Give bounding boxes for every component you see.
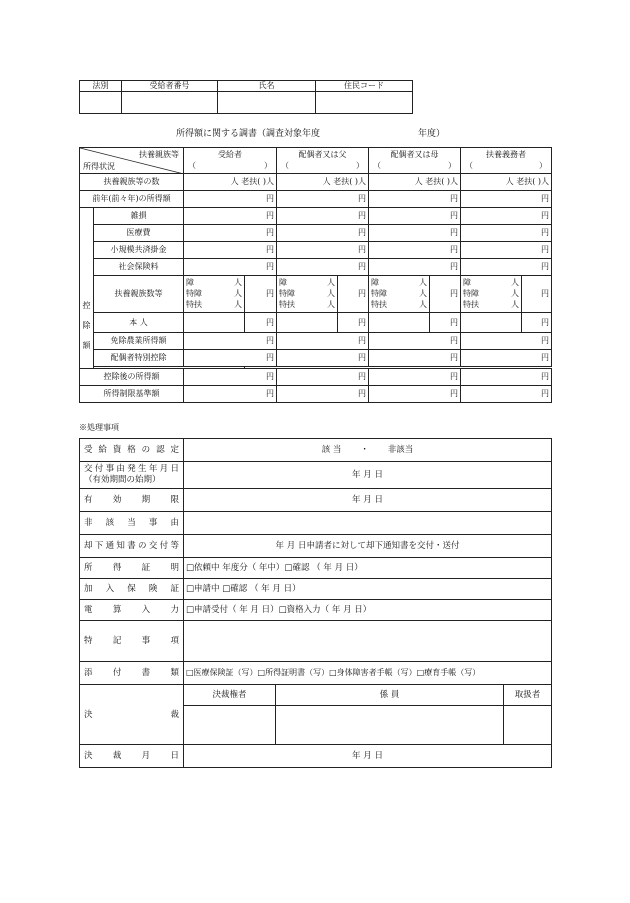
income-cert-field[interactable]: □依頼中 年度分（ 年中）□確認 （ 年 月 日）: [184, 558, 552, 579]
self-obligor-yen[interactable]: 円: [522, 313, 552, 333]
dependents-obligor[interactable]: 人 老扶( )人: [461, 174, 552, 191]
insurance-field[interactable]: □申請中 □確認 （ 年 月 日）: [184, 579, 552, 600]
dep-label: 特障: [371, 289, 387, 298]
decision-date-label: [80, 745, 184, 768]
dep-yen-obligor[interactable]: 円: [522, 276, 552, 313]
dependents-recipient[interactable]: 人 老扶( )人: [184, 174, 277, 191]
recipient-number-field[interactable]: [122, 92, 218, 114]
prev-year-obligor[interactable]: 円: [461, 191, 552, 208]
handler-stamp[interactable]: [504, 706, 552, 745]
self-recipient-yen[interactable]: 円: [245, 313, 277, 333]
recipient-id-table: [79, 80, 413, 114]
computer-input-label: [80, 600, 184, 621]
header-recipient-number: 受給者番号: [122, 81, 218, 92]
attachments-label-text: 添付書類: [84, 668, 179, 678]
small-mutual-father[interactable]: 円: [277, 242, 369, 259]
dep-count-recipient[interactable]: [184, 276, 245, 313]
dep-label: 特障: [186, 289, 202, 298]
dep-label: 特扶: [279, 300, 295, 309]
dep-unit: 人: [234, 300, 242, 309]
social-insurance-mother[interactable]: 円: [369, 259, 461, 276]
computer-input-field[interactable]: □申請受付（ 年 月 日）□資格入力（ 年 月 日）: [184, 600, 552, 621]
decision-label-text: 決裁: [84, 709, 179, 720]
self-mother-a[interactable]: [369, 313, 430, 333]
dep-unit: 人: [511, 300, 519, 309]
paren-open: （: [188, 161, 196, 170]
eligibility-label: [80, 439, 184, 462]
law-type-field[interactable]: [80, 92, 122, 114]
dep-unit: 人: [419, 300, 427, 309]
row-label-income-limit: 所得制限基準額: [80, 386, 184, 403]
dependents-father[interactable]: 人 老扶( )人: [277, 174, 369, 191]
eligibility-yes[interactable]: 該 当: [321, 445, 342, 455]
col-support-obligor-name: 扶養義務者: [486, 150, 526, 159]
dep-unit: 人: [327, 289, 335, 298]
rejection-label: [80, 535, 184, 558]
non-applicable-label-text: 非該当事由: [84, 518, 179, 528]
processing-note: ※処理事項: [79, 423, 119, 432]
dep-unit: 人: [327, 300, 335, 309]
header-name: 氏名: [218, 81, 316, 92]
dep-unit: 人: [511, 289, 519, 298]
paren-open: （: [373, 161, 381, 170]
issue-date-field[interactable]: 年 月 日: [184, 462, 552, 489]
attachments-field[interactable]: □医療保険証（写）□所得証明書（写）□身体障害者手帳（写）□療育手帳（写）: [184, 662, 552, 685]
eligibility-label-text: 受給資格の認定: [84, 445, 179, 455]
header-resident-code: 住民コード: [316, 81, 413, 92]
paren-close: ）: [448, 161, 456, 170]
row-label-small-mutual: 小規模共済掛金: [94, 242, 184, 259]
non-applicable-label: [80, 512, 184, 535]
income-cert-label: [80, 558, 184, 579]
resident-code-field[interactable]: [316, 92, 413, 114]
income-cert-label-text: 所得証明: [84, 563, 179, 573]
spouse-recipient[interactable]: 円: [184, 350, 277, 367]
dep-count-father[interactable]: [277, 276, 338, 313]
dep-unit: 人: [419, 289, 427, 298]
decision-authority-stamp[interactable]: [184, 706, 276, 745]
insurance-label: [80, 579, 184, 600]
decision-date-label-text: 決裁月日: [84, 751, 179, 761]
col-spouse-father: [277, 148, 369, 174]
processing-table: [79, 438, 552, 768]
limit-father[interactable]: 円: [277, 386, 369, 403]
title-main: 所得額に関する調書（調査対象年度: [176, 129, 321, 139]
corner-header: [80, 148, 184, 174]
col-recipient: [184, 148, 277, 174]
social-insurance-obligor[interactable]: 円: [461, 259, 552, 276]
dep-unit: 人: [234, 278, 242, 287]
decision-authority-header: 決裁権者: [184, 685, 276, 706]
deduction-char-3: 額: [82, 341, 91, 350]
row-label-farm-exempt: 免除農業所得額: [94, 333, 184, 350]
non-applicable-field[interactable]: [184, 512, 552, 535]
col-support-obligor: [461, 148, 552, 174]
dep-unit: 人: [234, 289, 242, 298]
rejection-field[interactable]: 年 月 日申請者に対して却下通知書を交付・送付: [184, 535, 552, 558]
limit-recipient[interactable]: 円: [184, 386, 277, 403]
rejection-label-text: 却下通知書の交付等: [84, 541, 179, 551]
paren-open: （: [281, 161, 289, 170]
small-mutual-obligor[interactable]: 円: [461, 242, 552, 259]
medical-obligor[interactable]: 円: [461, 225, 552, 242]
spouse-mother[interactable]: 円: [369, 350, 461, 367]
row-label-dependents: 扶養親族等の数: [80, 174, 184, 191]
farm-mother[interactable]: 円: [369, 333, 461, 350]
decision-date-field[interactable]: 年 月 日: [184, 745, 552, 768]
dep-label: 特障: [463, 289, 479, 298]
col-recipient-name: 受給者: [218, 150, 242, 159]
casualty-father[interactable]: 円: [277, 208, 369, 225]
spouse-obligor[interactable]: 円: [461, 350, 552, 367]
header-law-type: 法別: [80, 81, 122, 92]
validity-label: [80, 489, 184, 512]
handler-header: 取扱者: [504, 685, 552, 706]
prev-year-mother[interactable]: 円: [369, 191, 461, 208]
paren-close: ）: [539, 161, 547, 170]
dep-label: 障: [463, 278, 471, 287]
col-spouse-father-name: 配偶者又は父: [298, 150, 347, 159]
special-notes-label: [80, 621, 184, 662]
row-label-prev-year: 前年(前々年)の所得額: [80, 191, 184, 208]
dep-count-obligor[interactable]: [461, 276, 522, 313]
decision-label: [80, 685, 184, 745]
after-deduction-obligor[interactable]: 円: [461, 369, 552, 386]
special-notes-label-text: 特記事項: [84, 636, 179, 646]
eligibility-no[interactable]: 非該当: [387, 445, 414, 455]
dep-unit: 人: [419, 278, 427, 287]
validity-field[interactable]: 年 月 日: [184, 489, 552, 512]
social-insurance-recipient[interactable]: 円: [184, 259, 277, 276]
income-table: [79, 147, 552, 403]
corner-bottom-label: 所得状況: [83, 162, 115, 171]
self-recipient-a[interactable]: [184, 313, 245, 333]
dep-yen-recipient[interactable]: 円: [245, 276, 277, 313]
row-label-after-deduction: 控除後の所得額: [80, 369, 184, 386]
issue-date-label-2: （有効期間の始期）: [84, 475, 161, 485]
dep-label: 特扶: [186, 300, 202, 309]
col-spouse-mother: [369, 148, 461, 174]
spouse-father[interactable]: 円: [277, 350, 369, 367]
casualty-obligor[interactable]: 円: [461, 208, 552, 225]
row-label-social-insurance: 社会保険料: [94, 259, 184, 276]
attachments-label: [80, 662, 184, 685]
small-mutual-recipient[interactable]: 円: [184, 242, 277, 259]
issue-date-label-1: 交付事由発生年月日: [84, 464, 179, 474]
medical-mother[interactable]: 円: [369, 225, 461, 242]
dep-label: 障: [371, 278, 379, 287]
dependents-mother[interactable]: 人 老扶( )人: [369, 174, 461, 191]
row-label-self: 本 人: [94, 313, 184, 333]
paren-close: ）: [356, 161, 364, 170]
after-deduction-father[interactable]: 円: [277, 369, 369, 386]
limit-mother[interactable]: 円: [369, 386, 461, 403]
dep-unit: 人: [327, 278, 335, 287]
col-spouse-mother-name: 配偶者又は母: [390, 150, 439, 159]
self-mother-yen[interactable]: 円: [430, 313, 461, 333]
dep-label: 障: [279, 278, 287, 287]
issue-date-label: [80, 462, 184, 489]
farm-recipient[interactable]: 円: [184, 333, 277, 350]
eligibility-field[interactable]: [184, 439, 552, 462]
dep-label: 特障: [279, 289, 295, 298]
casualty-mother[interactable]: 円: [369, 208, 461, 225]
staff-header: 係 員: [276, 685, 504, 706]
dep-count-mother[interactable]: [369, 276, 430, 313]
self-father-yen[interactable]: 円: [338, 313, 369, 333]
farm-father[interactable]: 円: [277, 333, 369, 350]
row-label-casualty: 雑損: [94, 208, 184, 225]
dep-label: 特扶: [463, 300, 479, 309]
prev-year-recipient[interactable]: 円: [184, 191, 277, 208]
title-suffix: 年度）: [418, 129, 446, 139]
deduction-char-2: 除: [82, 321, 91, 330]
paren-close: ）: [264, 161, 272, 170]
corner-top-label: 扶養親族等: [139, 150, 179, 159]
dep-yen-mother[interactable]: 円: [430, 276, 461, 313]
social-insurance-father[interactable]: 円: [277, 259, 369, 276]
casualty-recipient[interactable]: 円: [184, 208, 277, 225]
eligibility-separator: ・: [360, 445, 369, 455]
after-deduction-recipient[interactable]: 円: [184, 369, 277, 386]
small-mutual-mother[interactable]: 円: [369, 242, 461, 259]
dep-label: 障: [186, 278, 194, 287]
self-father-a[interactable]: [277, 313, 338, 333]
dep-yen-father[interactable]: 円: [338, 276, 369, 313]
computer-input-label-text: 電算入力: [84, 605, 179, 615]
validity-label-text: 有効期限: [84, 495, 179, 505]
dep-label: 特扶: [371, 300, 387, 309]
medical-recipient[interactable]: 円: [184, 225, 277, 242]
medical-father[interactable]: 円: [277, 225, 369, 242]
special-notes-field[interactable]: [184, 621, 552, 662]
insurance-label-text: 加入保険証: [84, 584, 179, 594]
name-field[interactable]: [218, 92, 316, 114]
row-label-medical: 医療費: [94, 225, 184, 242]
row-label-spouse-special: 配偶者特別控除: [94, 350, 184, 367]
deduction-vertical-label: [80, 208, 94, 369]
row-label-dependent-count: 扶養親族数等: [94, 276, 184, 313]
deduction-char-1: 控: [82, 301, 91, 310]
paren-open: （: [465, 161, 473, 170]
dep-unit: 人: [511, 278, 519, 287]
after-deduction-mother[interactable]: 円: [369, 369, 461, 386]
staff-stamp[interactable]: [276, 706, 504, 745]
farm-obligor[interactable]: 円: [461, 333, 552, 350]
limit-obligor[interactable]: 円: [461, 386, 552, 403]
self-obligor-a[interactable]: [461, 313, 522, 333]
prev-year-father[interactable]: 円: [277, 191, 369, 208]
